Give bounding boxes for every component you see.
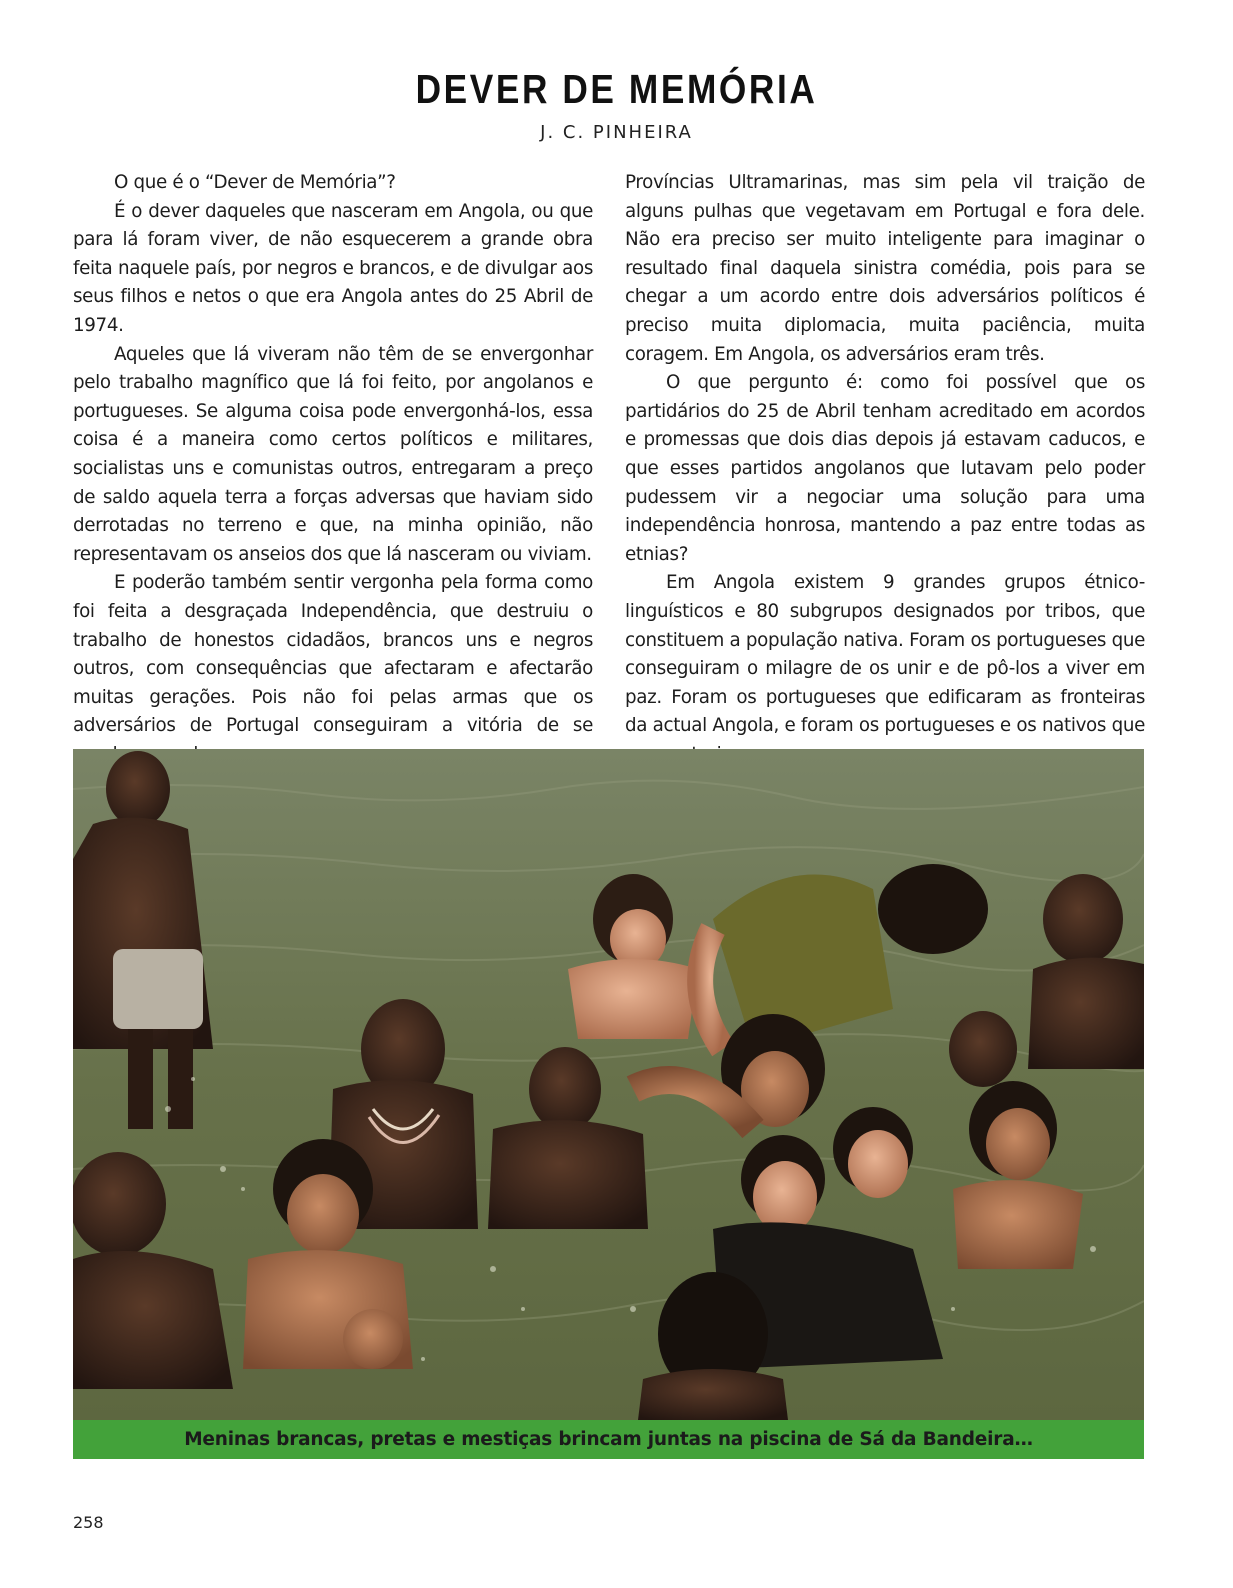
paragraph: Províncias Ultramarinas, mas sim pela vil traição de alguns pulhas que vegetavam em Portugal e fora dele. Não era preciso ser muito inteligente para imaginar o resultado final daquela sinistra comédia, pois para se chegar a um acordo entre dois adversários políticos é preciso muita diplomacia, muita paciência, muita coragem. Em Angola, os adversários eram três. [625, 172, 1145, 365]
paragraph: Aqueles que lá viveram não têm de se envergonhar pelo trabalho magnífico que lá foi feito, por angolanos e portugueses. Se alguma coisa pode envergonhá-los, essa coisa é a maneira como certos políticos e militares, socialistas uns e comunistas outros, entregaram a preço de saldo aquela terra a forças adversas que haviam sido derrotadas no terreno e que, na minha opinião, não representavam os anseios dos que lá nasceram ou viviam. [73, 343, 593, 565]
text-column-left [73, 169, 593, 769]
text-column-right [625, 169, 1145, 769]
paragraph: O que pergunto é: como foi possível que os partidários do 25 de Abril tenham acreditado em acordos e promessas que dois dias depois já estavam caducos, e que esses partidos angolanos que lutavam pelo poder pudessem vir a negociar uma solução para uma independência honrosa, mantendo a paz entre todas as etnias? [625, 372, 1145, 565]
article-title: DEVER DE MEMÓRIA [415, 66, 818, 112]
paragraph: O que é o “Dever de Memória”? [114, 172, 396, 193]
photo-illustration [73, 749, 1144, 1420]
paragraph: Em Angola existem 9 grandes grupos étnico-linguísticos e 80 subgrupos designados por tribos, que constituem a população nativa. Foram os portugueses que conseguiram o milagre de os unir e de pô-los a viver em paz. Foram os portugueses que edificaram as fronteiras da actual Angola, e foram os portugueses e os nativos que [625, 572, 1145, 737]
article-author: J. C. PINHEIRA [540, 122, 693, 143]
paragraph: É o dever daqueles que nasceram em Angola, ou que para lá foram viver, de não esquecerem a grande obra feita naquele país, por negros e brancos, e de divulgar aos seus filhos e netos o que era Angola antes do 25 Abril de 1974. [73, 200, 593, 336]
photo-caption: Meninas brancas, pretas e mestiças brincam juntas na piscina de Sá da Bandeira… [73, 1420, 1144, 1459]
children-swimming-photo [73, 749, 1144, 1420]
page-number: 258 [73, 1513, 104, 1532]
paragraph: E poderão também sentir vergonha pela forma como foi feita a desgraçada Independência, que destruiu o trabalho de honestos cidadãos, brancos uns e negros outros, com consequências que afectaram e afectarão muitas gerações. Pois não foi pelas armas que os adversários de Portugal conseguiram a vitória de se [73, 572, 593, 737]
